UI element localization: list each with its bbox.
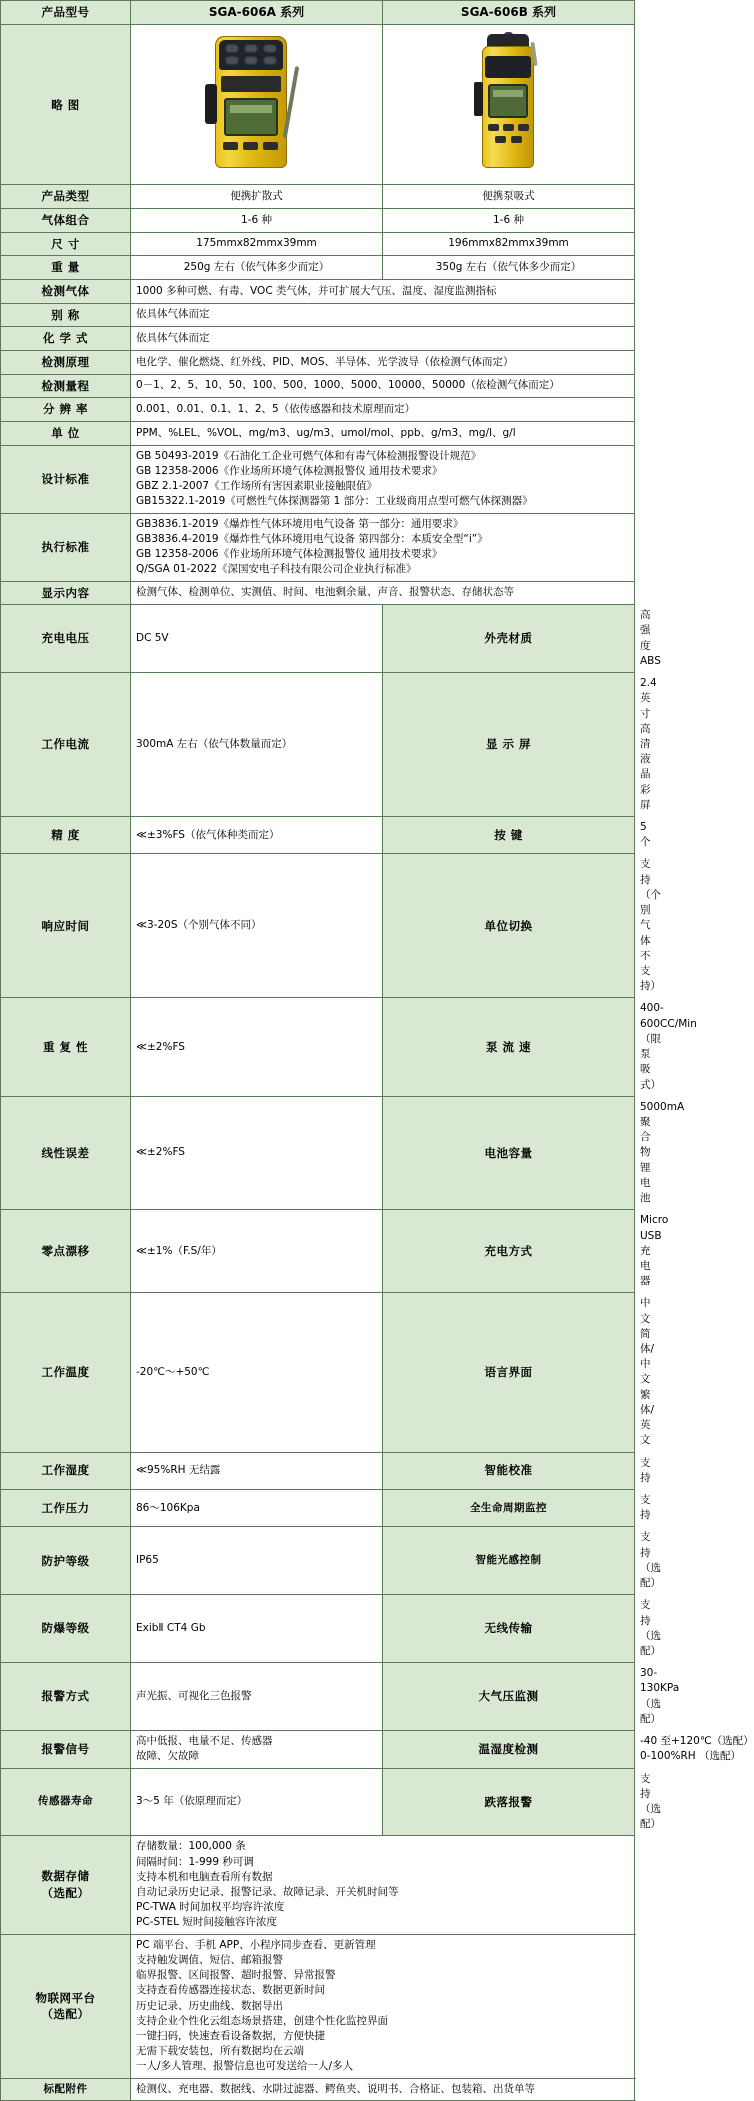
row-label-model: 产品型号 (1, 1, 131, 25)
table-row: 充电电压 DC 5V 外壳材质 高强度 ABS (1, 605, 635, 673)
row-label-execution-standard: 执行标准 (1, 513, 131, 581)
design-standard-line: GBZ 2.1-2007《工作场所有害因素职业接触限值》 (136, 480, 378, 493)
column-header-model-a: SGA-606A 系列 (131, 1, 383, 25)
cell-working-current: 300mA 左右（依气体数量而定） (131, 673, 383, 817)
iot-platform-line: 一人/多人管理、报警信息也可发送给一人/多人 (136, 2060, 354, 2073)
iot-platform-line: PC 端平台、手机 APP、小程序同步查看、更新管理 (136, 1938, 376, 1951)
cell-alias: 依具体气体而定 (131, 303, 635, 327)
row-label-working-pressure: 工作压力 (1, 1490, 131, 1527)
cell-size-a: 175mmx82mmx39mm (131, 232, 383, 256)
cell-size-b: 196mmx82mmx39mm (383, 232, 635, 256)
cell-repeatability: ≪±2%FS (131, 998, 383, 1096)
iot-platform-line: 支持触发调值、短信、邮箱报警 (136, 1953, 283, 1966)
design-standard-line: GB15322.1-2019《可燃性气体探测器第 1 部分：工业级商用点型可燃气体探测器》 (136, 495, 533, 508)
cell-gas-combination-b: 1-6 种 (383, 209, 635, 233)
data-storage-line: PC-TWA 时间加权平均容许浓度 (136, 1901, 285, 1914)
table-row (1, 581, 635, 605)
table-row (1, 232, 635, 256)
product-image-b (383, 25, 635, 185)
cell-alarm-method: 声光振、可视化三色报警 (131, 1663, 383, 1731)
row-label-alarm-signal: 报警信号 (1, 1731, 131, 1768)
iot-platform-line: 支持企业个性化云组态场景搭建，创建个性化监控界面 (136, 2014, 388, 2027)
table-row (1, 209, 635, 233)
table-row: 防护等级 IP65 智能光感控制 支持（选配） (1, 1527, 635, 1595)
table-row (1, 256, 635, 280)
table-row-diagram (1, 25, 635, 185)
row-label-smart-calibration: 智能校准 (383, 1452, 635, 1489)
row-label-detection-gas: 检测气体 (1, 280, 131, 304)
iot-platform-label-line2: （选配） (41, 2007, 90, 2022)
cell-explosion-grade: ExibⅡ CT4 Gb (131, 1595, 383, 1663)
row-label-alarm-method: 报警方式 (1, 1663, 131, 1731)
cell-display-content: 检测气体、检测单位、实测值、时间、电池剩余量、声音、报警状态、存储状态等 (131, 581, 635, 605)
table-row: 精 度 ≪±3%FS（依气体种类而定） 按 键 5 个 (1, 817, 635, 854)
cell-chemical-formula: 依具体气体而定 (131, 327, 635, 351)
execution-standard-line: Q/SGA 01-2022《深国安电子科技有限公司企业执行标准》 (136, 563, 417, 576)
row-label-iot-platform (1, 1934, 131, 2078)
row-label-working-temperature: 工作温度 (1, 1293, 131, 1452)
table-row: 报警方式 声光振、可视化三色报警 大气压监测 30-130KPa（选配） (1, 1663, 635, 1731)
row-label-chemical-formula: 化 学 式 (1, 327, 131, 351)
row-label-lifecycle-monitoring: 全生命周期监控 (383, 1490, 635, 1527)
portable-pump-suction-gas-detector-icon (454, 32, 564, 172)
iot-platform-line: 无需下载安装包，所有数据均在云端 (136, 2045, 304, 2058)
row-label-working-current: 工作电流 (1, 673, 131, 817)
row-label-detection-principle: 检测原理 (1, 351, 131, 375)
table-row: 工作温度 -20℃～+50℃ 语言界面 中文简体/中文繁体/英文 (1, 1293, 635, 1452)
row-label-detection-range: 检测量程 (1, 374, 131, 398)
cell-data-storage (131, 1836, 635, 1934)
row-label-keys: 按 键 (383, 817, 635, 854)
cell-detection-principle: 电化学、催化燃烧、红外线、PID、MOS、半导体、光学波导（依检测气体而定） (131, 351, 635, 375)
cell-working-humidity: ≪95%RH 无结露 (131, 1452, 383, 1489)
row-label-shell-material: 外壳材质 (383, 605, 635, 673)
cell-response-time: ≪3-20S（个别气体不同） (131, 854, 383, 998)
row-label-language-interface: 语言界面 (383, 1293, 635, 1452)
table-row: 零点漂移 ≪±1%（F.S/年） 充电方式 Micro USB 充电器 (1, 1210, 635, 1293)
cell-alarm-signal (131, 1731, 383, 1768)
cell-working-temperature: -20℃～+50℃ (131, 1293, 383, 1452)
row-label-design-standard: 设计标准 (1, 445, 131, 513)
cell-detection-gas: 1000 多种可燃、有毒、VOC 类气体，并可扩展大气压、温度、湿度监测指标 (131, 280, 635, 304)
data-storage-line: 存储数量：100,000 条 (136, 1840, 246, 1853)
table-row (1, 303, 635, 327)
cell-resolution: 0.001、0.01、0.1、1、2、5（依传感器和技术原理而定） (131, 398, 635, 422)
cell-iot-platform (131, 1934, 635, 2078)
data-storage-label-line1: 数据存储 (41, 1869, 90, 1884)
cell-accuracy: ≪±3%FS（依气体种类而定） (131, 817, 383, 854)
row-label-protection-grade: 防护等级 (1, 1527, 131, 1595)
data-storage-label-line2: （选配） (41, 1886, 90, 1901)
execution-standard-line: GB3836.1-2019《爆炸性气体环境用电气设备 第一部分：通用要求》 (136, 517, 464, 530)
row-label-display-content: 显示内容 (1, 581, 131, 605)
cell-execution-standard (131, 513, 635, 581)
cell-product-type-a: 便携扩散式 (131, 185, 383, 209)
table-row (1, 1836, 635, 1934)
table-row: 响应时间 ≪3-20S（个别气体不同） 单位切换 支持（个别气体不支持） (1, 854, 635, 998)
table-row (1, 327, 635, 351)
cell-zero-drift: ≪±1%（F.S/年） (131, 1210, 383, 1293)
data-storage-line: 自动记录历史记录、报警记录、故障记录、开关机时间等 (136, 1886, 399, 1899)
row-label-charge-method: 充电方式 (383, 1210, 635, 1293)
row-label-explosion-grade: 防爆等级 (1, 1595, 131, 1663)
row-label-unit-switch: 单位切换 (383, 854, 635, 998)
table-row: 传感器寿命 3～5 年（依原理而定） 跌落报警 支持（选配） (1, 1768, 635, 1836)
row-label-battery-capacity: 电池容量 (383, 1096, 635, 1210)
execution-standard-line: GB3836.4-2019《爆炸性气体环境用电气设备 第四部分：本质安全型“i”》 (136, 532, 488, 545)
data-storage-line: PC-STEL 短时间接触容许浓度 (136, 1916, 277, 1929)
row-label-weight: 重 量 (1, 256, 131, 280)
table-row: 防爆等级 ExibⅡ CT4 Gb 无线传输 支持（选配） (1, 1595, 635, 1663)
row-label-smart-light-control: 智能光感控制 (383, 1527, 635, 1595)
table-row (1, 185, 635, 209)
table-row: 报警信号 高中低报、电量不足、传感器 故障、欠故障 温湿度检测 -40 至+120℃（选配） 0-100%RH （选配） (1, 1731, 635, 1768)
alarm-signal-line: 故障、欠故障 (136, 1750, 199, 1763)
row-label-product-type: 产品类型 (1, 185, 131, 209)
row-label-diagram: 略 图 (1, 25, 131, 185)
row-label-zero-drift: 零点漂移 (1, 1210, 131, 1293)
iot-platform-line: 一键扫码，快速查看设备数据，方便快捷 (136, 2030, 325, 2043)
cell-weight-b: 350g 左右（依气体多少而定） (383, 256, 635, 280)
table-row (1, 280, 635, 304)
row-label-linear-error: 线性误差 (1, 1096, 131, 1210)
table-row (1, 1934, 635, 2078)
iot-platform-line: 历史记录、历史曲线、数据导出 (136, 1999, 283, 2012)
design-standard-line: GB 50493-2019《石油化工企业可燃气体和有毒气体检测报警设计规范》 (136, 449, 482, 462)
data-storage-line: 间隔时间：1-999 秒可调 (136, 1855, 254, 1868)
row-label-working-humidity: 工作湿度 (1, 1452, 131, 1489)
cell-accessories: 检测仪、充电器、数据线、水阱过滤器、鳄鱼夹、说明书、合格证、包装箱、出货单等 (131, 2078, 635, 2100)
row-label-atmospheric-pressure: 大气压监测 (383, 1663, 635, 1731)
row-label-unit: 单 位 (1, 422, 131, 446)
cell-product-type-b: 便携泵吸式 (383, 185, 635, 209)
product-image-a (131, 25, 383, 185)
row-label-size: 尺 寸 (1, 232, 131, 256)
row-label-response-time: 响应时间 (1, 854, 131, 998)
row-label-accessories: 标配附件 (1, 2078, 131, 2100)
row-label-pump-flow: 泵 流 速 (383, 998, 635, 1096)
table-row: 重 复 性 ≪±2%FS 泵 流 速 400-600CC/Min（限泵吸式） (1, 998, 635, 1096)
table-row (1, 422, 635, 446)
cell-charge-voltage: DC 5V (131, 605, 383, 673)
table-row (1, 445, 635, 513)
row-label-resolution: 分 辨 率 (1, 398, 131, 422)
table-row: 工作湿度 ≪95%RH 无结露 智能校准 支持 (1, 1452, 635, 1489)
table-row: 线性误差 ≪±2%FS 电池容量 5000mA 聚合物锂电池 (1, 1096, 635, 1210)
row-label-data-storage (1, 1836, 131, 1934)
cell-protection-grade: IP65 (131, 1527, 383, 1595)
row-label-wireless-transmission: 无线传输 (383, 1595, 635, 1663)
cell-detection-range: 0－1、2、5、10、50、100、500、1000、5000、10000、50000（依检测气体而定） (131, 374, 635, 398)
row-label-display-screen: 显 示 屏 (383, 673, 635, 817)
iot-platform-line: 临界报警、区间报警、超时报警、异常报警 (136, 1969, 336, 1982)
table-row (1, 374, 635, 398)
table-row (1, 513, 635, 581)
design-standard-line: GB 12358-2006《作业场所环境气体检测报警仪 通用技术要求》 (136, 465, 443, 477)
row-label-accuracy: 精 度 (1, 817, 131, 854)
iot-platform-label-line1: 物联网平台 (35, 1990, 96, 2005)
iot-platform-line: 支持查看传感器连接状态、数据更新时间 (136, 1984, 325, 1997)
table-row (1, 351, 635, 375)
row-label-repeatability: 重 复 性 (1, 998, 131, 1096)
execution-standard-line: GB 12358-2006《作业场所环境气体检测报警仪 通用技术要求》 (136, 548, 443, 561)
row-label-charge-voltage: 充电电压 (1, 605, 131, 673)
table-row: 工作电流 300mA 左右（依气体数量而定） 显 示 屏 2.4 英寸高清液晶彩屏 (1, 673, 635, 817)
cell-design-standard (131, 445, 635, 513)
table-row (1, 2078, 635, 2100)
row-label-drop-alarm: 跌落报警 (383, 1768, 635, 1836)
cell-working-pressure: 86～106Kpa (131, 1490, 383, 1527)
column-header-model-b: SGA-606B 系列 (383, 1, 635, 25)
cell-weight-a: 250g 左右（依气体多少而定） (131, 256, 383, 280)
portable-diffusion-gas-detector-icon (197, 32, 317, 172)
row-label-alias: 别 称 (1, 303, 131, 327)
cell-linear-error: ≪±2%FS (131, 1096, 383, 1210)
row-label-temp-humidity-detection: 温湿度检测 (383, 1731, 635, 1768)
alarm-signal-line: 高中低报、电量不足、传感器 (136, 1735, 273, 1748)
data-storage-line: 支持本机和电脑查看所有数据 (136, 1870, 273, 1883)
table-row-header (1, 1, 635, 25)
row-label-sensor-life: 传感器寿命 (1, 1768, 131, 1836)
table-row (1, 398, 635, 422)
cell-gas-combination-a: 1-6 种 (131, 209, 383, 233)
row-label-gas-combination: 气体组合 (1, 209, 131, 233)
cell-unit: PPM、%LEL、%VOL、mg/m3、ug/m3、umol/mol、ppb、g/m3、mg/l、g/l (131, 422, 635, 446)
cell-sensor-life: 3～5 年（依原理而定） (131, 1768, 383, 1836)
table-row: 工作压力 86～106Kpa 全生命周期监控 支持 (1, 1490, 635, 1527)
